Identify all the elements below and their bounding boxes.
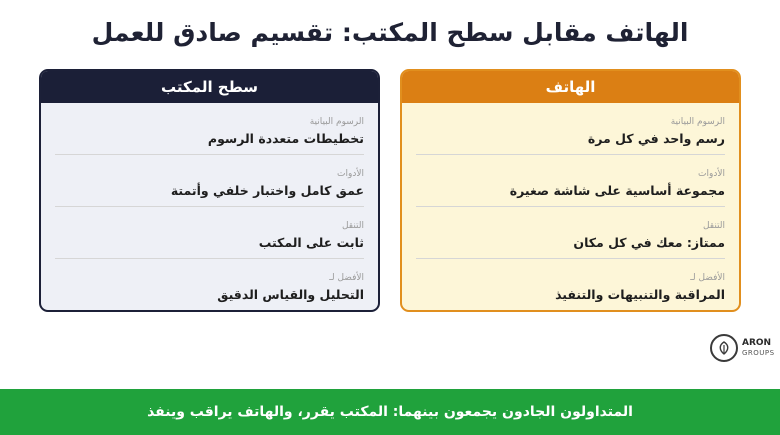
row-label: الرسوم البيانية xyxy=(309,117,364,127)
row-label: التنقل xyxy=(341,221,364,231)
phone-card-header: الهاتف xyxy=(402,71,739,103)
phone-card xyxy=(400,69,741,312)
row-label: الأدوات xyxy=(698,169,725,179)
desktop-row-mobility xyxy=(55,207,364,259)
brand-logo xyxy=(710,334,775,362)
row-value: عمق كامل واختبار خلفي وأتمتة xyxy=(170,183,364,198)
row-label: الأدوات xyxy=(337,169,364,179)
phone-row-tools xyxy=(416,155,725,207)
desktop-card xyxy=(39,69,380,312)
row-value: تخطيطات متعددة الرسوم xyxy=(207,131,364,146)
page-title: الهاتف مقابل سطح المكتب: تقسيم صادق للعمل xyxy=(91,18,689,47)
footer-banner: المتداولون الجادون يجمعون بينهما: المكتب يقرر، والهاتف يراقب وينفذ xyxy=(0,389,780,435)
desktop-card-header: سطح المكتب xyxy=(41,71,378,103)
row-value: التحليل والقياس الدقيق xyxy=(217,287,364,302)
phone-row-best-for xyxy=(416,259,725,311)
row-label: الرسوم البيانية xyxy=(670,117,725,127)
row-value: ممتاز: معك في كل مكان xyxy=(573,235,725,250)
leaf-emblem-icon xyxy=(710,334,738,362)
logo-wordmark: ARON xyxy=(742,338,772,348)
row-value: ثابت على المكتب xyxy=(258,235,364,250)
phone-row-charts xyxy=(416,103,725,155)
logo-subtext: GROUPS xyxy=(742,349,775,357)
row-label: التنقل xyxy=(702,221,725,231)
desktop-row-best-for xyxy=(55,259,364,311)
row-value: المراقبة والتنبيهات والتنفيذ xyxy=(555,287,725,302)
desktop-row-charts xyxy=(55,103,364,155)
row-value: رسم واحد في كل مرة xyxy=(587,131,725,146)
row-value: مجموعة أساسية على شاشة صغيرة xyxy=(509,183,725,198)
row-label: الأفضل لـ xyxy=(329,273,364,283)
desktop-row-tools xyxy=(55,155,364,207)
phone-row-mobility xyxy=(416,207,725,259)
row-label: الأفضل لـ xyxy=(690,273,725,283)
